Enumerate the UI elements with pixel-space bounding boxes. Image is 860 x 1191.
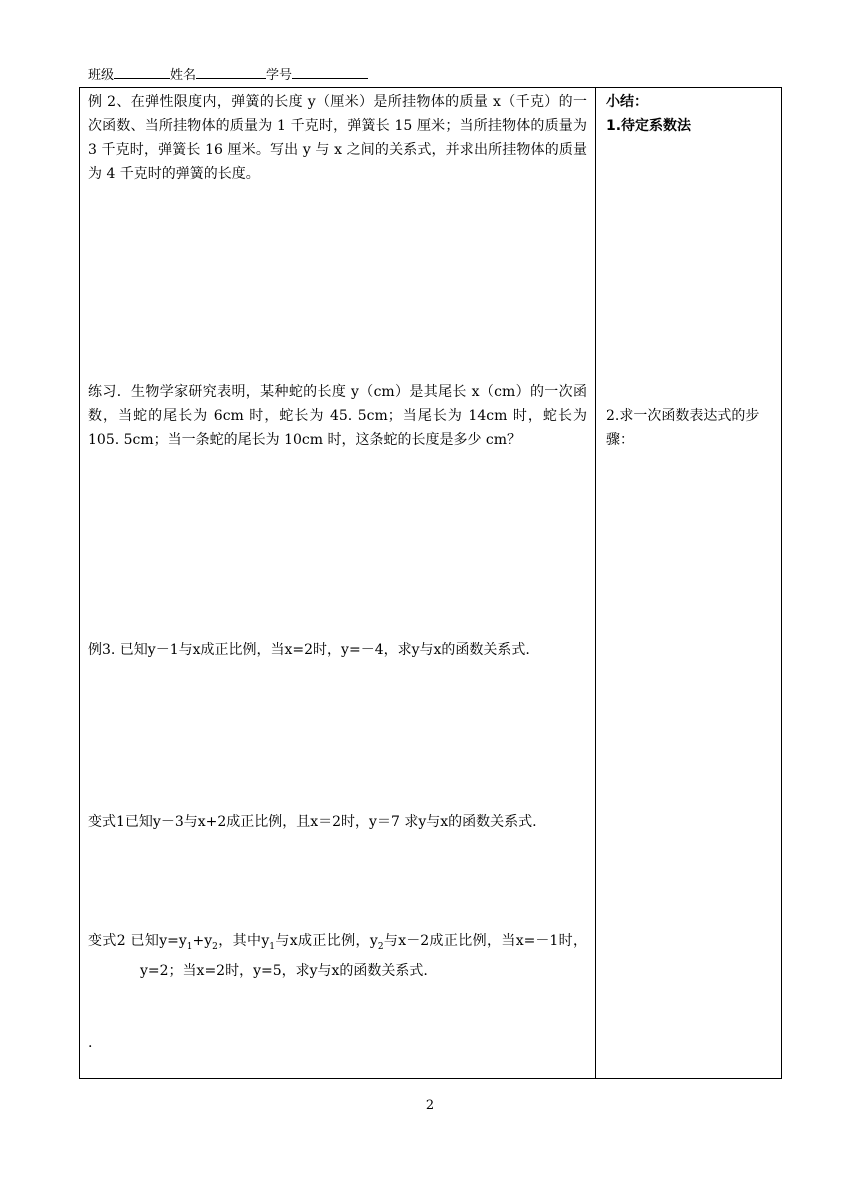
summary-method-1: 1.待定系数法 [606, 118, 692, 134]
example-2-problem: 例 2、在弹性限度内，弹簧的长度 y（厘米）是所挂物体的质量 x（千克）的一次函数、当所挂物体的质量为 1 千克时，弹簧长 15 厘米；当所挂物体的质量为 3 千克时，弹簧长 16 厘米。写出 y 与 x 之间的关系式，并求出所挂物体的质量为 4 千克时的弹簧的长度。 [88, 94, 587, 182]
worksheet-table [79, 87, 782, 1079]
page-number: 2 [425, 1098, 435, 1113]
variant-2-label: 变式2 [88, 933, 126, 949]
summary-method-2: 2.求一次函数表达式的步骤： [606, 408, 760, 448]
class-label: 班级 [88, 68, 115, 83]
class-blank[interactable] [114, 66, 170, 79]
summary-title: 小结： [606, 94, 648, 110]
student-id-blank[interactable] [292, 66, 368, 79]
variant-1-problem: 变式1已知y－3与x+2成正比例，且x＝2时，y＝7 求y与x的函数关系式. [88, 814, 537, 830]
student-id-label: 学号 [266, 68, 293, 83]
name-label: 姓名 [170, 68, 197, 83]
problems-column [80, 88, 596, 1079]
example-3-problem: 例3. 已知y－1与x成正比例，当x=2时，y=－4，求y与x的函数关系式. [88, 642, 530, 658]
variant-2-problem: 变式2 已知$y=y_1+y_2$，其中$y_1$与x成正比例，$y_2$与x－2成正比例，当x=－1时，y=2；当x=2时，y=5，求y与x的函数关系式. [88, 933, 587, 979]
student-info-header [88, 64, 368, 83]
practice-problem: 练习．生物学家研究表明，某种蛇的长度 y（cm）是其尾长 x（cm）的一次函数，当蛇的尾长为 6cm 时，蛇长为 45. 5cm；当尾长为 14cm 时，蛇长为 105. 5cm；当一条蛇的尾长为 10cm 时，这条蛇的长度是多少 cm？ [88, 384, 587, 448]
summary-column [596, 88, 782, 1079]
trailing-dot: . [88, 1035, 93, 1051]
name-blank[interactable] [196, 66, 266, 79]
